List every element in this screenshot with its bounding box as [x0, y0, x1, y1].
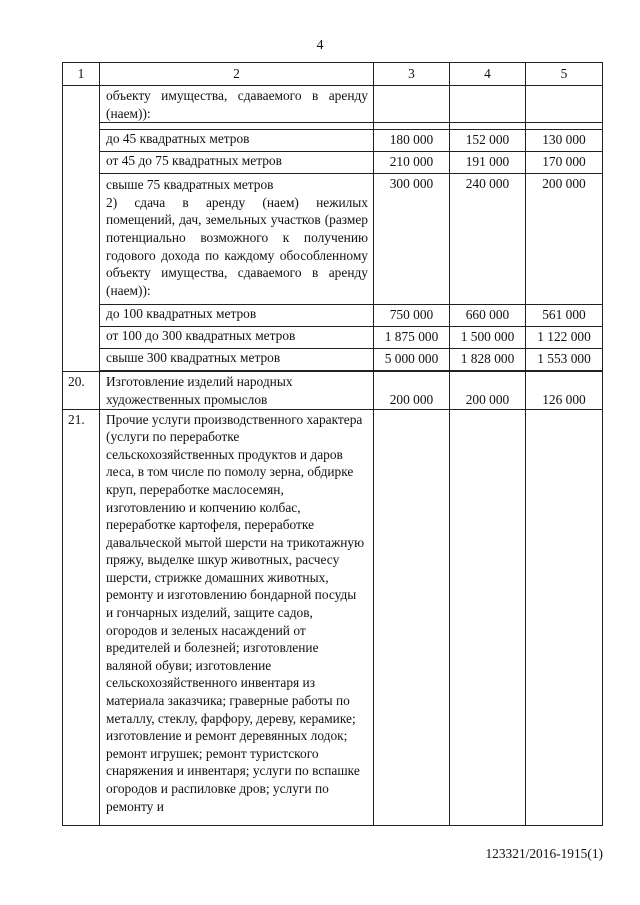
value-col-5: 200 000 — [526, 174, 603, 305]
table-row-20 — [63, 372, 603, 409]
value-col-5: 561 000 — [526, 305, 603, 327]
value-col-5: 1 122 000 — [526, 327, 603, 349]
value-col-5: 130 000 — [526, 130, 603, 152]
value-col-4: 200 000 — [450, 372, 526, 409]
table-row — [63, 305, 603, 327]
page-number: 4 — [316, 38, 324, 53]
value-col-3: 210 000 — [374, 152, 450, 174]
value-col-4: 1 500 000 — [450, 327, 526, 349]
table-row — [63, 327, 603, 349]
value-col-3: 180 000 — [374, 130, 450, 152]
value-col-3: 1 875 000 — [374, 327, 450, 349]
continuation-number-cell — [63, 86, 100, 372]
value-col-3: 5 000 000 — [374, 349, 450, 371]
table-row — [63, 349, 603, 371]
tariff-table — [62, 62, 603, 826]
header-col-4: 4 — [450, 63, 526, 86]
value-col-4: 1 828 000 — [450, 349, 526, 371]
header-col-2: 2 — [100, 63, 374, 86]
value-col-4: 240 000 — [450, 174, 526, 305]
value-col-4: 191 000 — [450, 152, 526, 174]
value-col-3: 200 000 — [374, 372, 450, 409]
row-number: 20. — [63, 372, 100, 409]
value-col-3: 300 000 — [374, 174, 450, 305]
table-row — [63, 130, 603, 152]
header-col-3: 3 — [374, 63, 450, 86]
area-label: свыше 75 квадратных метров — [106, 177, 274, 193]
value-col-4: 152 000 — [450, 130, 526, 152]
value-col-5: 126 000 — [526, 372, 603, 409]
area-label: до 100 квадратных метров — [100, 305, 374, 327]
area-label: свыше 300 квадратных метров — [100, 349, 374, 371]
header-row — [63, 63, 603, 86]
row-number: 21. — [63, 409, 100, 825]
document-code: 123321/2016-1915(1) — [485, 846, 603, 861]
subitem-2-text: 2) сдача в аренду (наем) нежилых помещений, дач, земельных участков (размер потенциально возможного к получению годового дохода по каждому обособленному объекту имущества, сдаваемого в аренду (наем)): — [106, 194, 368, 298]
header-col-5: 5 — [526, 63, 603, 86]
continuation-intro: объекту имущества, сдаваемого в аренду (наем)): — [100, 86, 374, 123]
header-col-1: 1 — [63, 63, 100, 86]
area-label: от 100 до 300 квадратных метров — [100, 327, 374, 349]
row-text: Прочие услуги производственного характера (услуги по переработке сельскохозяйственных продуктов и даров леса, в том числе по помолу зерна, обдирке круп, переработке маслосемян, изготовлению и копчению колбас, переработке картофеля, переработке давальческой мытой шерсти на трикотажную пряжу, выделке шкур животных, расчесу шерсти, стрижке домашних животных, ремонту и изготовлению бондарной посуды и гончарных изделий, защите садов, огородов и зеленых насаждений от вредителей и болезней; изготовление валяной обуви; изготовление сельскохозяйственного инвентаря из материала заказчика; граверные работы по металлу, стеклу, фарфору, дереву, керамике; изготовление и ремонт деревянных лодок; ремонт игрушек; ремонт туристского снаряжения и инвентаря; услуги по вспашке огородов и распиловке дров; услуги по ремонту и — [100, 409, 374, 825]
value-col-5: 170 000 — [526, 152, 603, 174]
table-row — [63, 152, 603, 174]
value-col-4: 660 000 — [450, 305, 526, 327]
area-label: до 45 квадратных метров — [100, 130, 374, 152]
continuation-row — [63, 86, 603, 123]
table-row-21 — [63, 409, 603, 825]
table-row — [63, 174, 603, 305]
row-text: Изготовление изделий народных художественных промыслов — [100, 372, 374, 409]
area-label: от 45 до 75 квадратных метров — [100, 152, 374, 174]
value-col-5: 1 553 000 — [526, 349, 603, 371]
value-col-3: 750 000 — [374, 305, 450, 327]
